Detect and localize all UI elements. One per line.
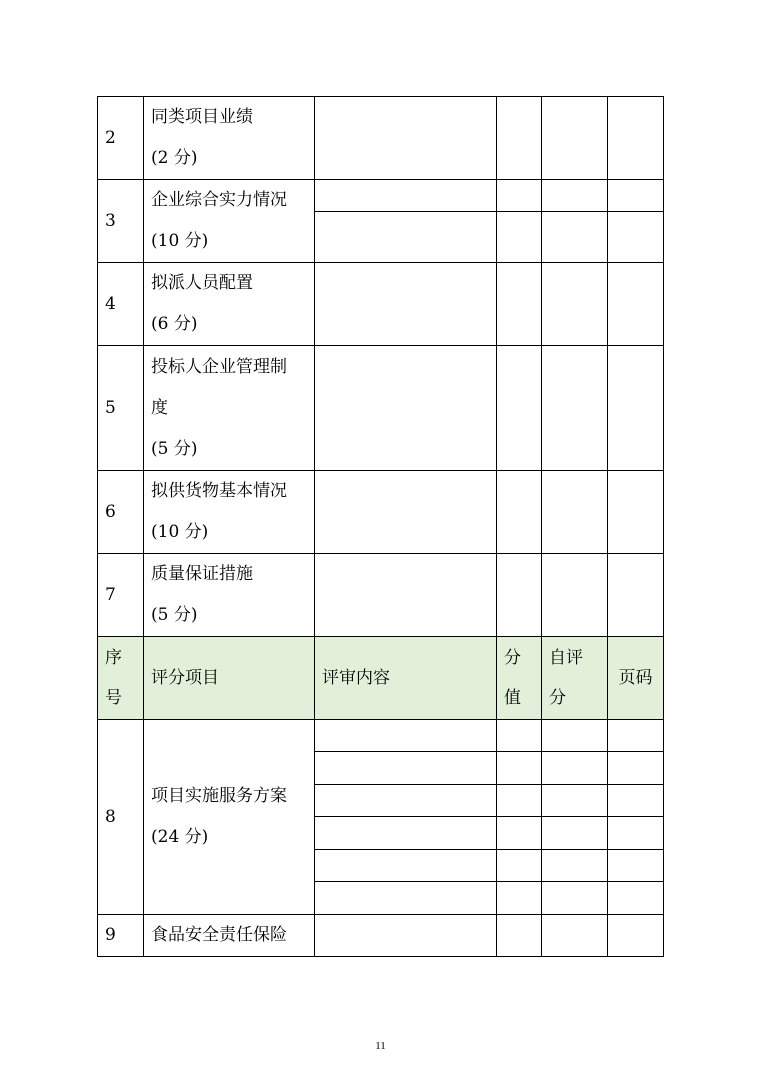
table-header-row xyxy=(98,637,664,720)
header-self-score xyxy=(542,637,608,720)
score-cell[interactable] xyxy=(497,263,542,346)
score-cell[interactable] xyxy=(497,471,542,554)
scoring-item xyxy=(144,97,315,180)
item-name: 同类项目业绩 xyxy=(151,107,253,127)
page-cell[interactable] xyxy=(608,752,664,785)
page-cell[interactable] xyxy=(608,554,664,637)
header-score xyxy=(497,637,542,720)
review-content-cell[interactable] xyxy=(315,212,497,263)
page-cell[interactable] xyxy=(608,97,664,180)
score-cell[interactable] xyxy=(497,554,542,637)
row-number: 3 xyxy=(98,180,144,263)
page-cell[interactable] xyxy=(608,263,664,346)
self-score-cell[interactable] xyxy=(542,785,608,817)
review-content-cell[interactable] xyxy=(315,97,497,180)
review-content-cell[interactable] xyxy=(315,817,497,850)
review-content-cell[interactable] xyxy=(315,471,497,554)
review-content-cell[interactable] xyxy=(315,915,497,957)
header-number xyxy=(98,637,144,720)
review-content-cell[interactable] xyxy=(315,785,497,817)
self-score-cell[interactable] xyxy=(542,263,608,346)
item-points: (2 分) xyxy=(151,148,198,168)
page-cell[interactable] xyxy=(608,720,664,752)
header-content: 评审内容 xyxy=(315,637,497,720)
item-name: 拟派人员配置 xyxy=(151,273,253,293)
item-points: (6 分) xyxy=(151,314,198,334)
self-score-cell[interactable] xyxy=(542,850,608,882)
self-score-cell[interactable] xyxy=(542,817,608,850)
score-cell[interactable] xyxy=(497,720,542,752)
header-number-line1: 序 xyxy=(105,648,122,668)
header-page: 页码 xyxy=(608,637,664,720)
table-row xyxy=(98,180,664,212)
page-cell[interactable] xyxy=(608,850,664,882)
review-content-cell[interactable] xyxy=(315,180,497,212)
score-cell[interactable] xyxy=(497,915,542,957)
page-cell[interactable] xyxy=(608,346,664,471)
row-number: 2 xyxy=(98,97,144,180)
self-score-cell[interactable] xyxy=(542,720,608,752)
table-row xyxy=(98,346,664,471)
review-content-cell[interactable] xyxy=(315,752,497,785)
self-score-cell[interactable] xyxy=(542,882,608,915)
header-item: 评分项目 xyxy=(144,637,315,720)
score-cell[interactable] xyxy=(497,785,542,817)
self-score-cell[interactable] xyxy=(542,97,608,180)
scoring-item xyxy=(144,720,315,915)
row-number: 8 xyxy=(98,720,144,915)
scoring-table xyxy=(97,96,664,957)
item-points: (5 分) xyxy=(151,605,198,625)
item-name: 投标人企业管理制 xyxy=(151,356,287,377)
review-content-cell[interactable] xyxy=(315,554,497,637)
row-number: 6 xyxy=(98,471,144,554)
review-content-cell[interactable] xyxy=(315,882,497,915)
item-name: 企业综合实力情况 xyxy=(151,190,287,210)
item-points: (5 分) xyxy=(151,438,198,459)
row-number: 7 xyxy=(98,554,144,637)
self-score-cell[interactable] xyxy=(542,915,608,957)
scoring-item xyxy=(144,263,315,346)
self-score-cell[interactable] xyxy=(542,180,608,212)
self-score-cell[interactable] xyxy=(542,346,608,471)
page-cell[interactable] xyxy=(608,471,664,554)
page-cell[interactable] xyxy=(608,915,664,957)
table-row xyxy=(98,554,664,637)
page-cell[interactable] xyxy=(608,212,664,263)
item-points: (10 分) xyxy=(151,231,209,251)
page-cell[interactable] xyxy=(608,785,664,817)
score-cell[interactable] xyxy=(497,817,542,850)
review-content-cell[interactable] xyxy=(315,346,497,471)
page-cell[interactable] xyxy=(608,882,664,915)
table-row xyxy=(98,263,664,346)
row-number: 9 xyxy=(98,915,144,957)
item-name: 项目实施服务方案 xyxy=(151,786,287,806)
scoring-item: 食品安全责任保险 xyxy=(144,915,315,957)
score-cell[interactable] xyxy=(497,850,542,882)
header-score-line1: 分 xyxy=(504,648,521,668)
header-score-line2: 值 xyxy=(504,688,521,708)
item-name: 拟供货物基本情况 xyxy=(151,481,287,501)
header-self-line1: 自评 xyxy=(549,648,583,668)
table-row xyxy=(98,97,664,180)
self-score-cell[interactable] xyxy=(542,752,608,785)
scoring-item xyxy=(144,346,315,471)
page-cell[interactable] xyxy=(608,180,664,212)
self-score-cell[interactable] xyxy=(542,554,608,637)
self-score-cell[interactable] xyxy=(542,212,608,263)
score-cell[interactable] xyxy=(497,97,542,180)
row-number: 5 xyxy=(98,346,144,471)
scoring-item xyxy=(144,180,315,263)
scoring-item xyxy=(144,554,315,637)
score-cell[interactable] xyxy=(497,346,542,471)
self-score-cell[interactable] xyxy=(542,471,608,554)
review-content-cell[interactable] xyxy=(315,720,497,752)
table-row xyxy=(98,915,664,957)
review-content-cell[interactable] xyxy=(315,850,497,882)
review-content-cell[interactable] xyxy=(315,263,497,346)
table-row xyxy=(98,720,664,752)
score-cell[interactable] xyxy=(497,882,542,915)
row-number: 4 xyxy=(98,263,144,346)
item-name-cont: 度 xyxy=(151,397,168,418)
page-number: 11 xyxy=(375,1040,386,1052)
page-cell[interactable] xyxy=(608,817,664,850)
scoring-item xyxy=(144,471,315,554)
score-cell[interactable] xyxy=(497,180,542,212)
item-points: (10 分) xyxy=(151,522,209,542)
item-points: (24 分) xyxy=(151,827,209,847)
header-self-line2: 分 xyxy=(549,688,566,708)
header-number-line2: 号 xyxy=(105,688,122,708)
score-cell[interactable] xyxy=(497,752,542,785)
table-row xyxy=(98,471,664,554)
score-cell[interactable] xyxy=(497,212,542,263)
item-name: 质量保证措施 xyxy=(151,564,253,584)
